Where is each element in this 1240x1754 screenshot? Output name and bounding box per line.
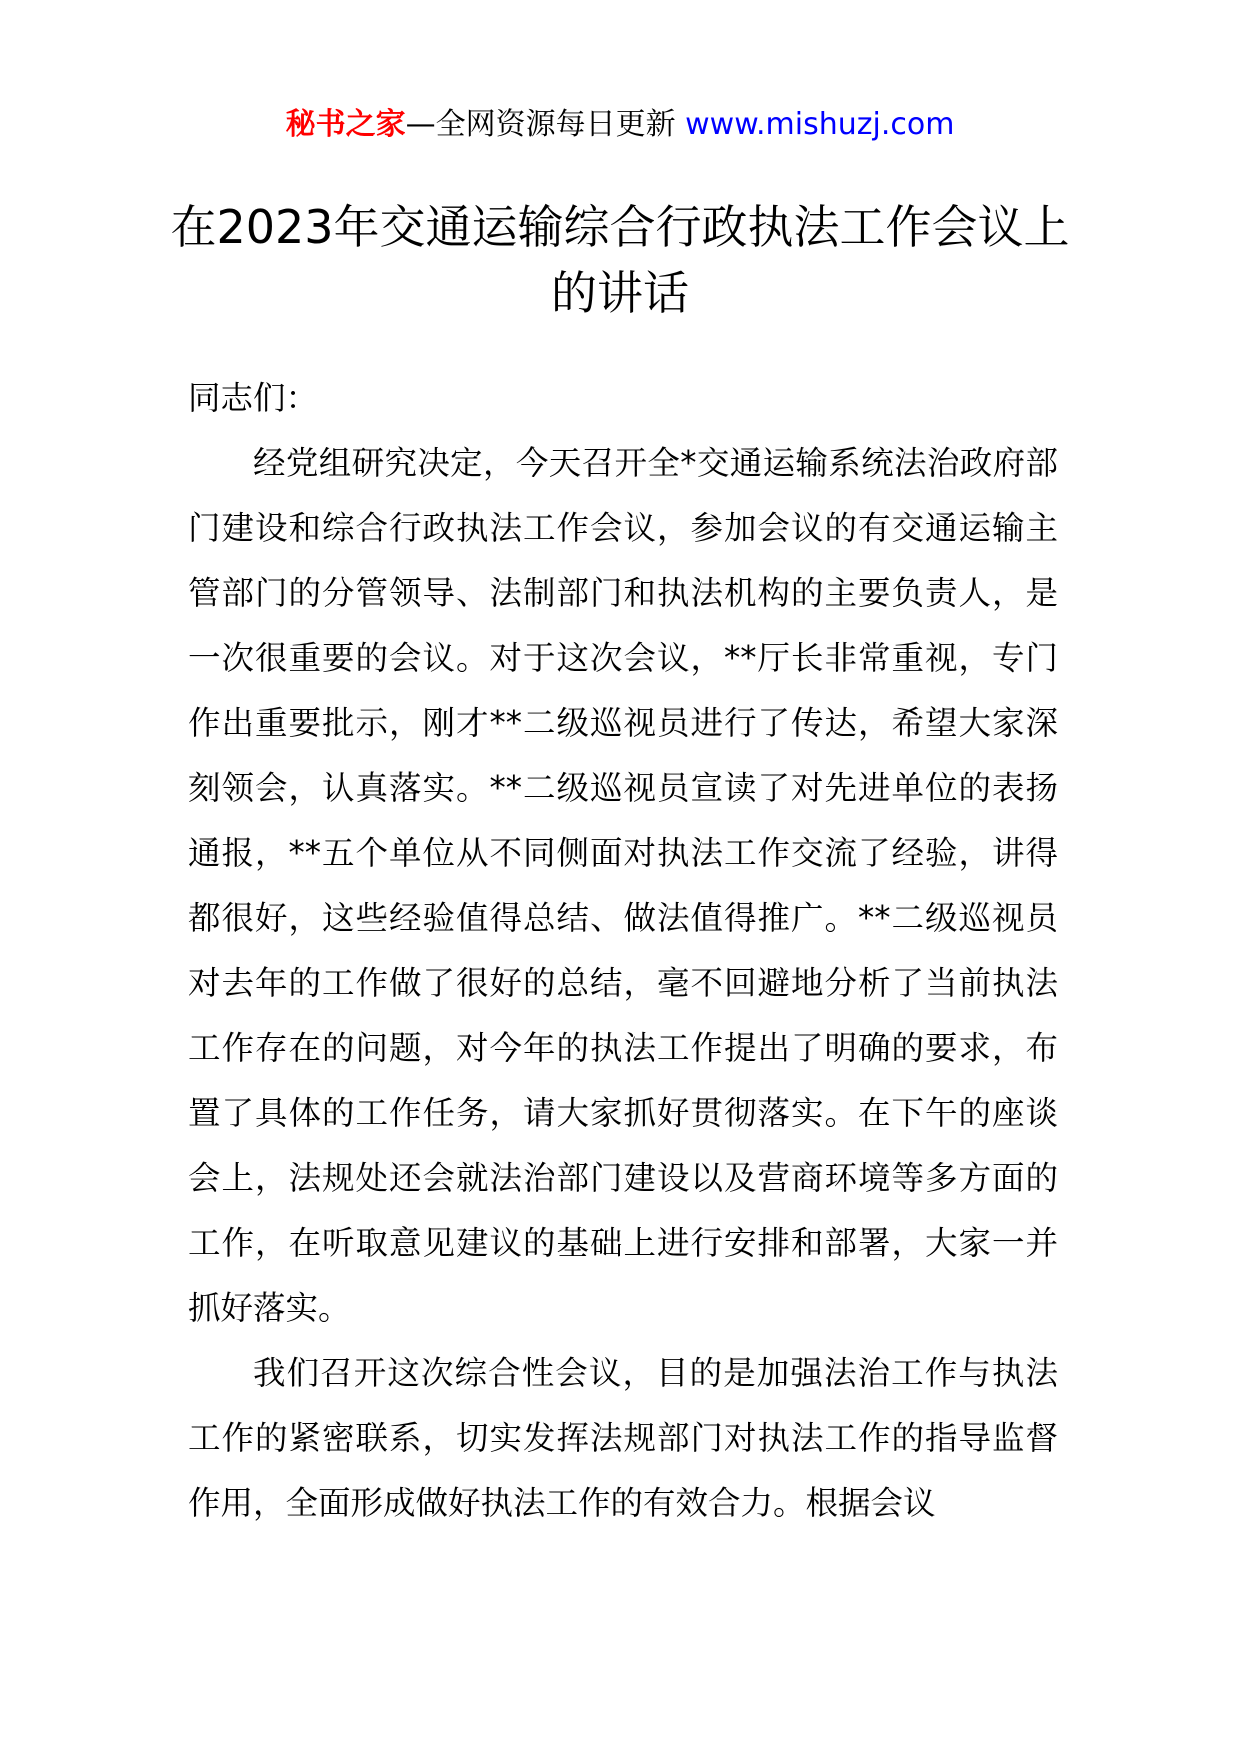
document-body — [188, 366, 1058, 1536]
paragraph-1: 经党组研究决定，今天召开全*交通运输系统法治政府部门建设和综合行政执法工作会议，参加会议的有交通运输主管部门的分管领导、法制部门和执法机构的主要负责人，是一次很重要的会议。对于这次会议，**厅长非常重视，专门作出重要批示，刚才**二级巡视员进行了传达，希望大家深刻领会，认真落实。**二级巡视员宣读了对先进单位的表扬通报，**五个单位从不同侧面对执法工作交流了经验，讲得都很好，这些经验值得总结、做法值得推广。**二级巡视员对去年的工作做了很好的总结，毫不回避地分析了当前执法工作存在的问题，对今年的执法工作提出了明确的要求，布置了具体的工作任务，请大家抓好贯彻落实。在下午的座谈会上，法规处还会就法治部门建设以及营商环境等多方面的工作，在听取意见建议的基础上进行安排和部署，大家一并抓好落实。 — [188, 444, 1058, 1327]
document-title: 在2023年交通运输综合行政执法工作会议上的讲话 — [170, 200, 1070, 320]
site-header — [0, 100, 1240, 150]
salutation: 同志们： — [188, 379, 319, 417]
paragraph-2: 我们召开这次综合性会议，目的是加强法治工作与执法工作的紧密联系，切实发挥法规部门对执法工作的指导监督作用，全面形成做好执法工作的有效合力。根据会议 — [188, 1354, 1058, 1522]
site-url-link[interactable]: www.mishuzj.com — [685, 107, 955, 142]
site-slogan: —全网资源每日更新 — [405, 107, 686, 142]
site-brand: 秘书之家 — [285, 107, 406, 142]
